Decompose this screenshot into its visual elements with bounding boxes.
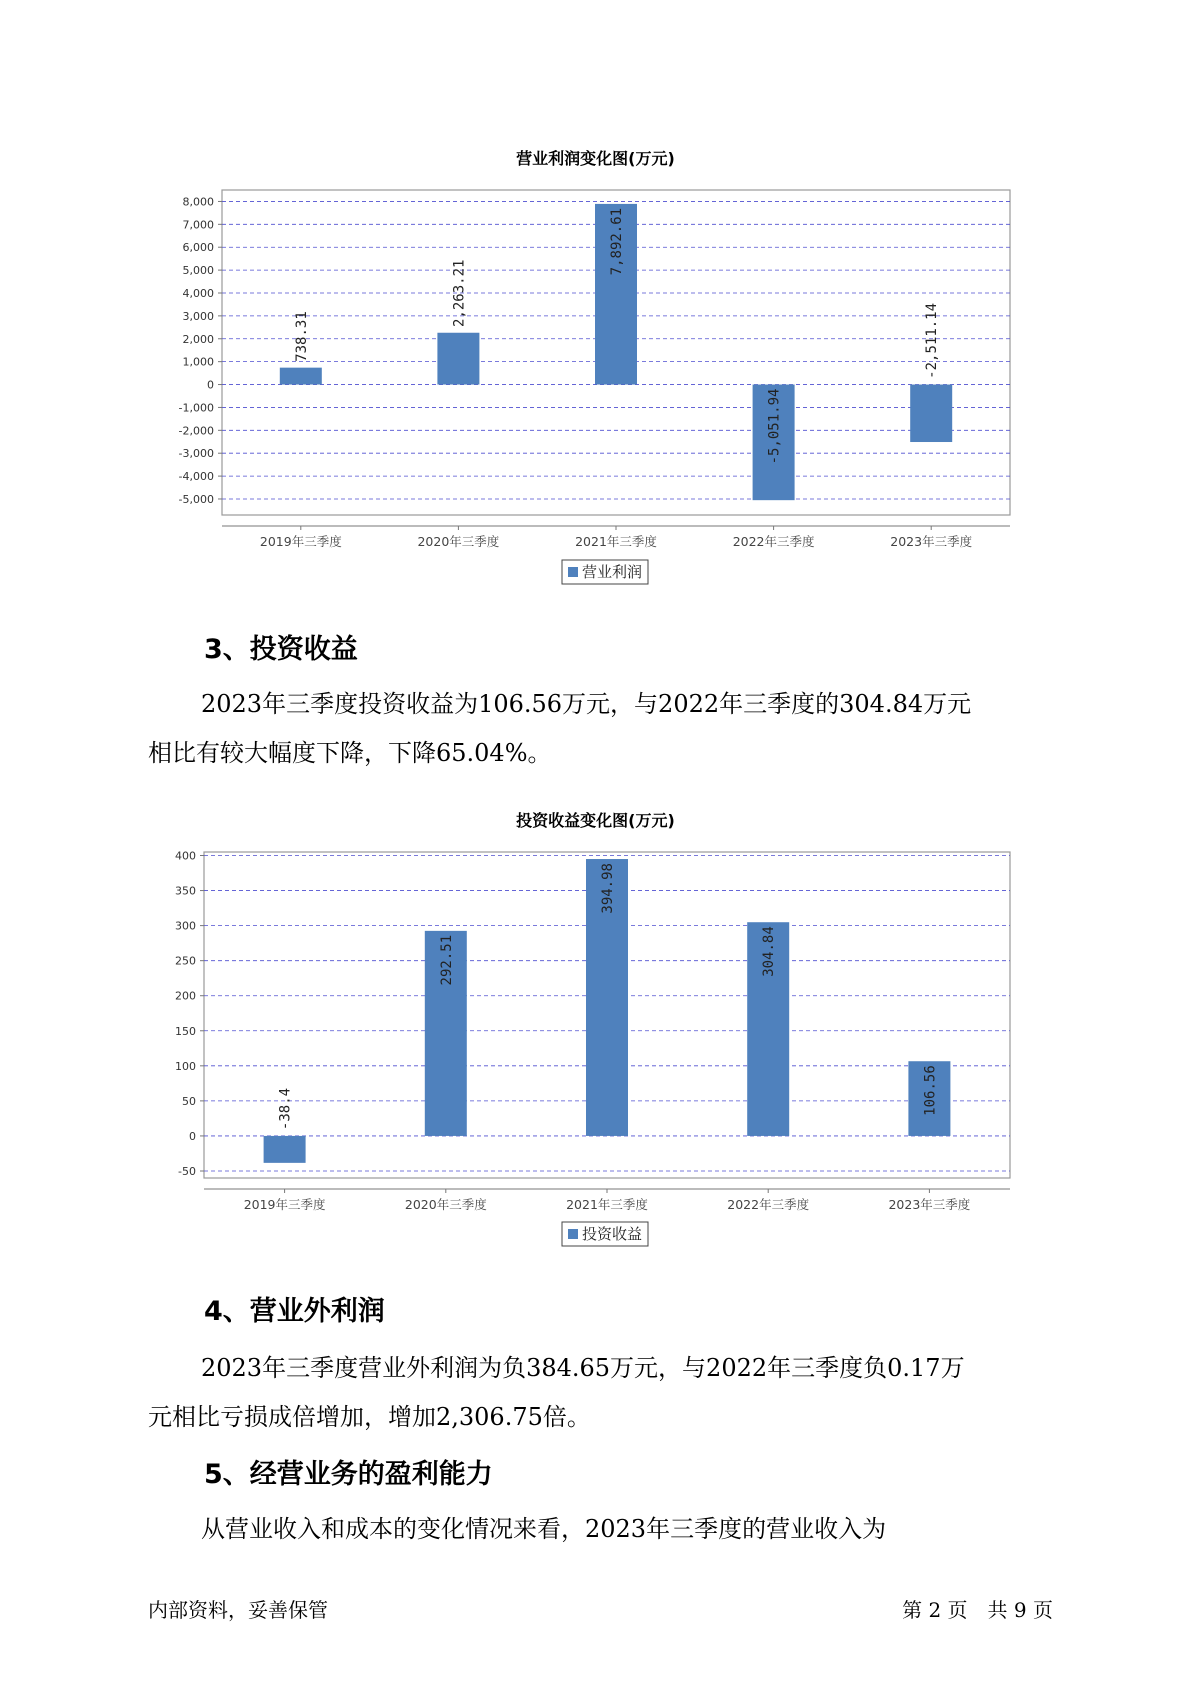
paragraph-line: 2023年三季度投资收益为106.56万元，与2022年三季度的304.84万元 xyxy=(201,690,972,718)
y-tick-label: 50 xyxy=(182,1094,196,1108)
paragraph-investment-income xyxy=(148,680,1048,778)
y-tick-label: 0 xyxy=(189,1129,196,1143)
y-tick-label: 350 xyxy=(175,884,196,898)
y-tick-label: -50 xyxy=(178,1164,196,1178)
y-tick-label: 200 xyxy=(175,989,196,1003)
y-tick-label: -1,000 xyxy=(178,401,214,415)
y-tick-label: -5,000 xyxy=(178,492,214,506)
chart1-title: 营业利润变化图(万元) xyxy=(516,149,675,168)
y-tick-label: 1,000 xyxy=(182,355,214,369)
investment-income-chart xyxy=(0,842,1191,1262)
paragraph-profitability xyxy=(148,1505,1048,1554)
legend-swatch xyxy=(568,567,578,577)
value-label: 7,892.61 xyxy=(609,207,625,276)
value-label: -5,051.94 xyxy=(766,388,783,465)
y-tick-label: 300 xyxy=(175,919,196,933)
legend-swatch xyxy=(568,1229,578,1239)
value-label: -38.4 xyxy=(277,1087,294,1131)
y-tick-label: -3,000 xyxy=(178,447,214,461)
y-tick-label: -4,000 xyxy=(178,470,214,484)
x-tick-label: 2019年三季度 xyxy=(243,1197,326,1212)
y-tick-label: 0 xyxy=(207,378,214,392)
y-tick-label: 400 xyxy=(175,849,196,863)
footer-page-number: 第 2 页 共 9 页 xyxy=(902,1598,1053,1622)
legend xyxy=(562,1222,648,1246)
value-label: 292.51 xyxy=(438,934,455,986)
y-tick-label: 5,000 xyxy=(182,264,214,278)
y-tick-label: 7,000 xyxy=(182,218,214,232)
legend xyxy=(562,560,648,584)
y-tick-label: 100 xyxy=(175,1059,196,1073)
bar xyxy=(280,368,322,385)
x-tick-label: 2021年三季度 xyxy=(575,534,657,549)
paragraph-non-operating-profit xyxy=(148,1344,1048,1442)
x-tick-label: 2020年三季度 xyxy=(417,534,500,549)
x-tick-label: 2023年三季度 xyxy=(890,534,973,549)
paragraph-line: 2023年三季度营业外利润为负384.65万元，与2022年三季度负0.17万 xyxy=(201,1354,965,1382)
section-heading-investment-income: 3、投资收益 xyxy=(204,634,358,665)
value-label: 304.84 xyxy=(761,926,778,977)
value-label: 394.98 xyxy=(600,863,616,914)
y-tick-label: 6,000 xyxy=(182,241,214,255)
x-tick-label: 2022年三季度 xyxy=(732,534,815,549)
paragraph-line: 相比有较大幅度下降，下降65.04%。 xyxy=(148,739,552,767)
y-tick-label: 150 xyxy=(175,1024,196,1038)
bar xyxy=(264,1136,306,1163)
footer-confidential-note: 内部资料，妥善保管 xyxy=(148,1598,328,1622)
legend-label: 投资收益 xyxy=(582,1225,643,1243)
operating-profit-chart xyxy=(0,180,1191,600)
bar xyxy=(437,333,479,385)
section-heading-non-operating-profit: 4、营业外利润 xyxy=(204,1296,385,1327)
y-tick-label: 2,000 xyxy=(182,332,214,346)
value-label: 106.56 xyxy=(922,1065,939,1116)
y-tick-label: 3,000 xyxy=(182,309,214,323)
value-label: 2,263.21 xyxy=(451,259,468,327)
x-tick-label: 2022年三季度 xyxy=(727,1197,810,1212)
y-tick-label: 4,000 xyxy=(182,286,214,300)
section-heading-profitability: 5、经营业务的盈利能力 xyxy=(204,1459,493,1490)
x-tick-label: 2020年三季度 xyxy=(404,1197,487,1212)
legend-label: 营业利润 xyxy=(582,563,643,581)
value-label: -2,511.14 xyxy=(924,302,941,379)
chart2-title: 投资收益变化图(万元) xyxy=(516,811,675,830)
bar xyxy=(910,385,952,442)
value-label: 738.31 xyxy=(293,311,310,362)
y-tick-label: 8,000 xyxy=(182,195,214,209)
paragraph-line: 从营业收入和成本的变化情况来看，2023年三季度的营业收入为 xyxy=(201,1515,887,1543)
x-tick-label: 2023年三季度 xyxy=(888,1197,971,1212)
paragraph-line: 元相比亏损成倍增加，增加2,306.75倍。 xyxy=(148,1403,591,1431)
y-tick-label: 250 xyxy=(175,954,196,968)
y-tick-label: -2,000 xyxy=(178,424,214,438)
x-tick-label: 2019年三季度 xyxy=(259,534,342,549)
x-tick-label: 2021年三季度 xyxy=(566,1197,648,1212)
